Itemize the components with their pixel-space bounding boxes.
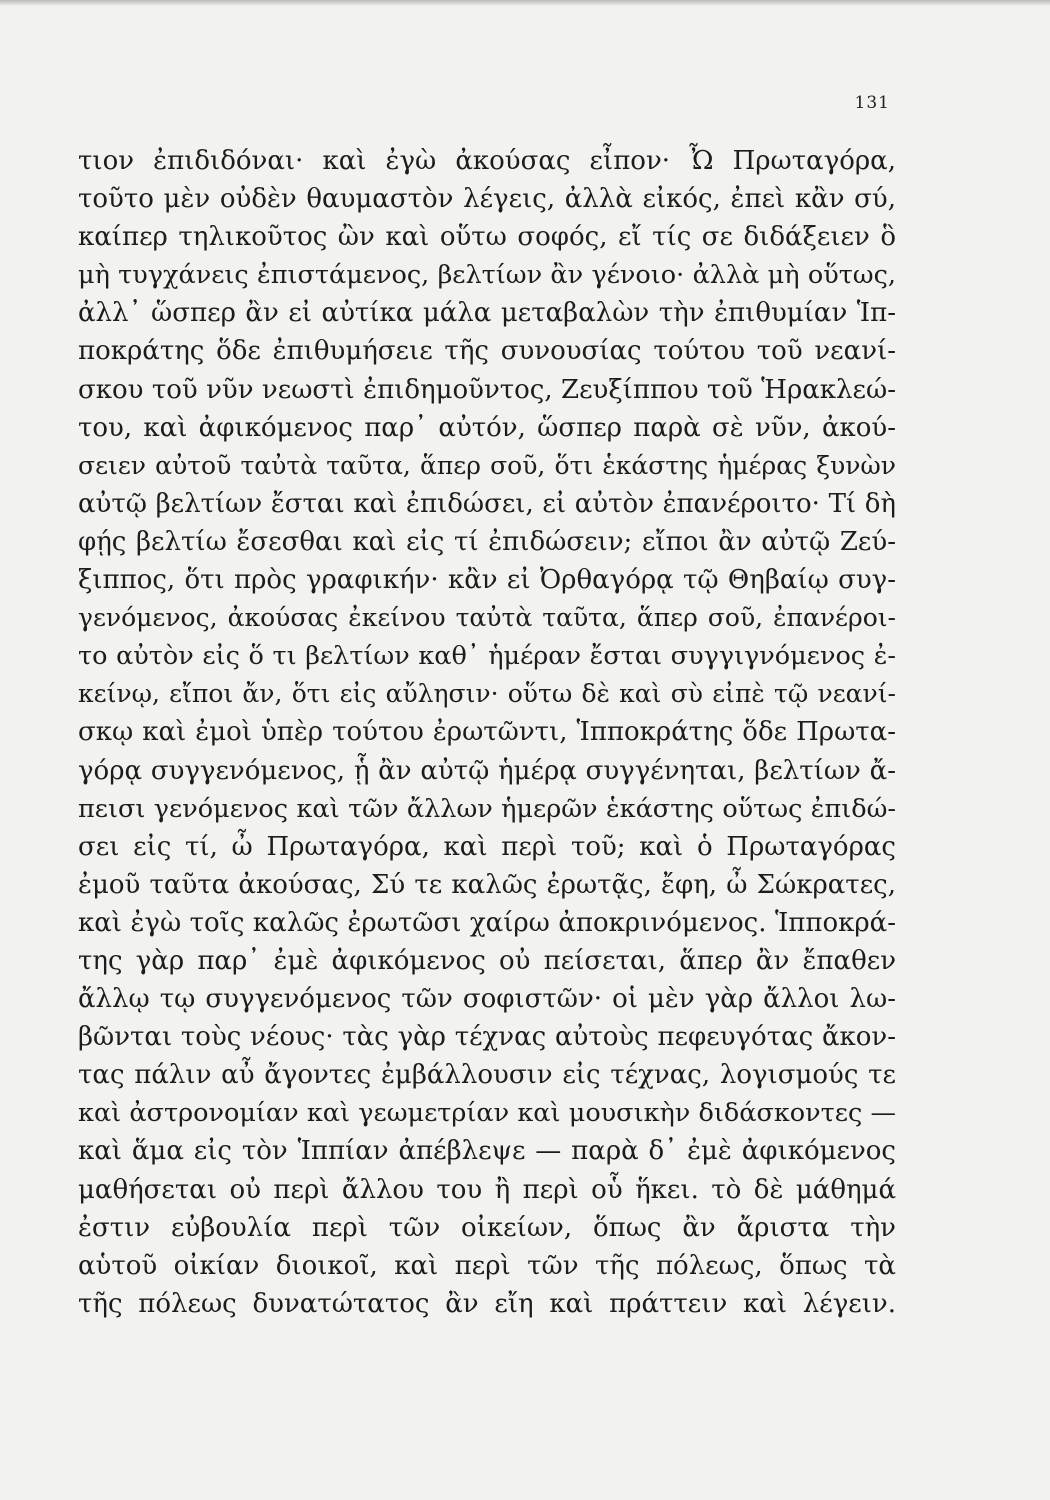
text-line: καὶ ἀστρονομίαν καὶ γεωμετρίαν καὶ μουσικὴν διδάσκοντες — bbox=[78, 1098, 896, 1129]
text-line: σει εἰς τί, ὦ Πρωταγόρα, καὶ περὶ τοῦ; καὶ ὁ Πρωταγόρας bbox=[78, 831, 896, 862]
page-top-edge bbox=[0, 0, 1050, 6]
text-line: αὐτῷ βελτίων ἔσται καὶ ἐπιδώσει, εἰ αὐτὸν ἐπανέροιτο· Τί δὴ bbox=[78, 488, 896, 519]
text-line: πεισι γενόμενος καὶ τῶν ἄλλων ἡμερῶν ἑκάστης οὕτως ἐπιδώ- bbox=[78, 793, 896, 824]
text-line: ἄλλῳ τῳ συγγενόμενος τῶν σοφιστῶν· οἱ μὲν γὰρ ἄλλοι λω- bbox=[78, 984, 896, 1015]
text-line: το αὐτὸν εἰς ὅ τι βελτίων καθ᾽ ἡμέραν ἔσται συγγιγνόμενος ἐ- bbox=[78, 641, 896, 672]
text-line: βῶνται τοὺς νέους· τὰς γὰρ τέχνας αὐτοὺς πεφευγότας ἄκον- bbox=[78, 1022, 896, 1053]
text-line: σκῳ καὶ ἐμοὶ ὑπὲρ τούτου ἐρωτῶντι, Ἱπποκράτης ὅδε Πρωτα- bbox=[78, 717, 896, 748]
text-line: μὴ τυγχάνεις ἐπιστάμενος, βελτίων ἂν γένοιο· ἀλλὰ μὴ οὕτως, bbox=[78, 260, 896, 291]
text-line: τῆς πόλεως δυνατώτατος ἂν εἴη καὶ πράττειν καὶ λέγειν. bbox=[78, 1288, 896, 1319]
text-line: καὶ ἅμα εἰς τὸν Ἱππίαν ἀπέβλεψε — παρὰ δ᾽ ἐμὲ ἀφικόμενος bbox=[78, 1136, 896, 1167]
text-line: ποκράτης ὅδε ἐπιθυμήσειε τῆς συνουσίας τούτου τοῦ νεανί- bbox=[78, 336, 896, 367]
text-line: μαθήσεται οὐ περὶ ἄλλου του ἢ περὶ οὗ ἥκει. τὸ δὲ μάθημά bbox=[78, 1174, 896, 1205]
body-text bbox=[78, 142, 896, 1323]
text-line: ξιππος, ὅτι πρὸς γραφικήν· κἂν εἰ Ὀρθαγόρᾳ τῷ Θηβαίῳ συγ- bbox=[78, 565, 896, 596]
text-line: ἐμοῦ ταῦτα ἀκούσας, Σύ τε καλῶς ἐρωτᾷς, ἔφη, ὦ Σώκρατες, bbox=[78, 869, 896, 900]
text-line: της γὰρ παρ᾽ ἐμὲ ἀφικόμενος οὐ πείσεται, ἅπερ ἂν ἔπαθεν bbox=[78, 945, 896, 976]
text-line: φῄς βελτίω ἔσεσθαι καὶ εἰς τί ἐπιδώσειν; εἴποι ἂν αὐτῷ Ζεύ- bbox=[78, 526, 896, 557]
text-line: σκου τοῦ νῦν νεωστὶ ἐπιδημοῦντος, Ζευξίππου τοῦ Ἡρακλεώ- bbox=[78, 374, 896, 405]
text-line: του, καὶ ἀφικόμενος παρ᾽ αὐτόν, ὥσπερ παρὰ σὲ νῦν, ἀκού- bbox=[78, 412, 896, 443]
text-line: καίπερ τηλικοῦτος ὢν καὶ οὕτω σοφός, εἴ τίς σε διδάξειεν ὃ bbox=[78, 222, 896, 253]
text-line: ἐστιν εὐβουλία περὶ τῶν οἰκείων, ὅπως ἂν ἄριστα τὴν bbox=[78, 1212, 896, 1243]
text-line: γόρᾳ συγγενόμενος, ᾗ ἂν αὐτῷ ἡμέρᾳ συγγένηται, βελτίων ἄ- bbox=[78, 755, 896, 786]
text-line: αὑτοῦ οἰκίαν διοικοῖ, καὶ περὶ τῶν τῆς πόλεως, ὅπως τὰ bbox=[78, 1250, 896, 1281]
text-line: τας πάλιν αὖ ἄγοντες ἐμβάλλουσιν εἰς τέχνας, λογισμούς τε bbox=[78, 1060, 896, 1091]
text-line: κείνῳ, εἴποι ἄν, ὅτι εἰς αὔλησιν· οὕτω δὲ καὶ σὺ εἰπὲ τῷ νεανί- bbox=[78, 679, 896, 709]
page-number: 131 bbox=[854, 93, 890, 113]
text-line: καὶ ἐγὼ τοῖς καλῶς ἐρωτῶσι χαίρω ἀποκρινόμενος. Ἱπποκρά- bbox=[78, 907, 896, 938]
text-line: τιον ἐπιδιδόναι· καὶ ἐγὼ ἀκούσας εἶπον· Ὦ Πρωταγόρα, bbox=[78, 146, 896, 176]
text-line: γενόμενος, ἀκούσας ἐκείνου ταὐτὰ ταῦτα, ἅπερ σοῦ, ἐπανέροι- bbox=[78, 603, 896, 633]
text-line: τοῦτο μὲν οὐδὲν θαυμαστὸν λέγεις, ἀλλὰ εἰκός, ἐπεὶ κἂν σύ, bbox=[78, 184, 896, 215]
text-line: σειεν αὐτοῦ ταὐτὰ ταῦτα, ἅπερ σοῦ, ὅτι ἑκάστης ἡμέρας ξυνὼν bbox=[78, 450, 896, 480]
text-line: ἀλλ᾽ ὥσπερ ἂν εἰ αὐτίκα μάλα μεταβαλὼν τὴν ἐπιθυμίαν Ἱπ- bbox=[78, 298, 896, 329]
